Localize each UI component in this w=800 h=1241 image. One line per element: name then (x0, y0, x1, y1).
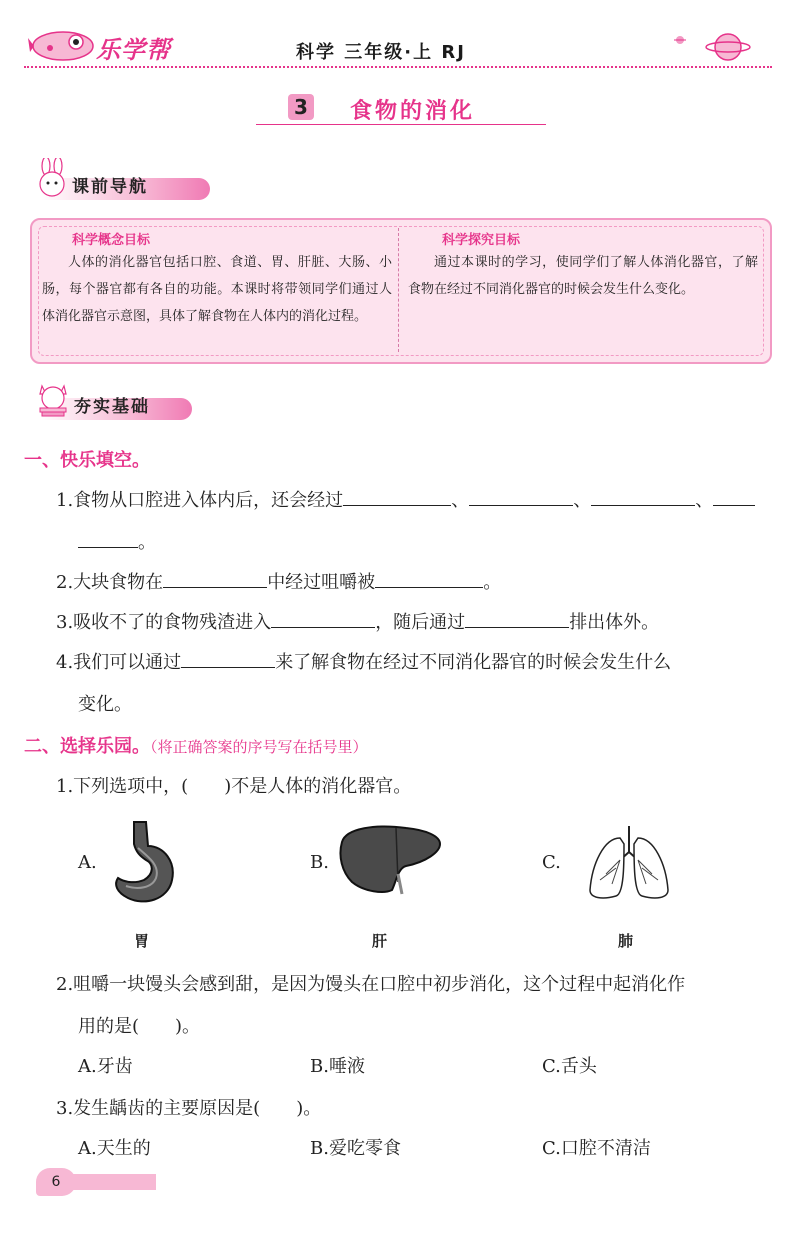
lungs-image (586, 824, 672, 902)
q1-2-text-b: 中经过咀嚼被 (267, 572, 376, 593)
part2-note: （将正确答案的序号写在括号里） (150, 738, 368, 756)
answer-blank[interactable] (469, 487, 573, 506)
question-1-3 (56, 608, 659, 634)
inquiry-goal-heading: 科学探究目标 (442, 233, 521, 248)
question-1-1 (56, 486, 755, 512)
answer-blank[interactable] (465, 609, 569, 628)
brand-logo (28, 24, 98, 64)
goal-divider (398, 228, 399, 352)
separator: 、 (451, 490, 470, 511)
q2-3-option-c[interactable]: C.口腔不清洁 (542, 1138, 651, 1159)
q1-4-text-b: 来了解食物在经过不同消化器官的时候会发生什么 (275, 652, 672, 673)
header-divider (24, 66, 772, 68)
answer-blank[interactable] (375, 569, 483, 588)
q2-3-option-a[interactable]: A.天生的 (78, 1138, 151, 1159)
question-1-4 (56, 648, 671, 674)
q1-3-text-c: 排出体外。 (569, 612, 660, 633)
answer-blank[interactable] (591, 487, 695, 506)
question-1-4-cont: 变化。 (78, 694, 132, 715)
q1-3-text-b: ，随后通过 (375, 612, 466, 633)
answer-blank[interactable] (78, 529, 138, 548)
part2-heading (24, 732, 368, 758)
question-1-1-cont (78, 528, 156, 554)
separator: 、 (573, 490, 592, 511)
answer-blank[interactable] (343, 487, 451, 506)
concept-goal-text: 人体的消化器官包括口腔、食道、胃、肝脏、大肠、小肠，每个器官都有各自的功能。本课时将带领同学们通过人体消化器官示意图，具体了解食物在人体内的消化过程。 (42, 255, 392, 324)
lesson-title: 食物的消化 (350, 99, 476, 124)
question-2-1: 1.下列选项中，( )不是人体的消化器官。 (56, 776, 412, 797)
option-a-letter: A. (78, 852, 97, 873)
answer-blank[interactable] (163, 569, 267, 588)
option-b-letter: B. (310, 852, 329, 873)
q2-3-option-b[interactable]: B.爱吃零食 (310, 1138, 401, 1159)
concept-goal-heading: 科学概念目标 (72, 233, 151, 248)
page-number-bar (66, 1174, 156, 1190)
q1-4-text-a: 4.我们可以通过 (56, 652, 182, 673)
planet-icon (672, 30, 752, 64)
lesson-number: 3 (288, 94, 314, 120)
option-c-letter: C. (542, 852, 561, 873)
brand-name: 乐学帮 (96, 36, 171, 64)
stomach-image (104, 818, 184, 908)
answer-blank[interactable] (271, 609, 375, 628)
answer-blank[interactable] (181, 649, 275, 668)
q2-2-option-a[interactable]: A.牙齿 (78, 1056, 133, 1077)
part2-title: 二、选择乐园。 (24, 736, 150, 757)
q2-2-option-c[interactable]: C.舌头 (542, 1056, 597, 1077)
question-2-2-cont: 用的是( )。 (78, 1016, 201, 1037)
option-a-caption: 胃 (134, 932, 150, 950)
q2-2-option-b[interactable]: B.唾液 (310, 1056, 365, 1077)
cat-mascot-icon (34, 378, 72, 418)
question-1-2 (56, 568, 501, 594)
bunny-mascot-icon (34, 158, 70, 198)
question-2-3: 3.发生龋齿的主要原因是( )。 (56, 1098, 322, 1119)
separator: 、 (695, 490, 714, 511)
part1-heading: 一、快乐填空。 (24, 450, 150, 471)
q1-3-text-a: 3.吸收不了的食物残渣进入 (56, 612, 272, 633)
option-c-caption: 肺 (618, 932, 634, 950)
q1-1-text: 1.食物从口腔进入体内后，还会经过 (56, 490, 344, 511)
q1-1-end: 。 (138, 532, 156, 553)
q1-2-end: 。 (483, 572, 502, 593)
inquiry-goal-text: 通过本课时的学习，使同学们了解人体消化器官，了解食物在经过不同消化器官的时候会发生什么变化。 (408, 255, 758, 297)
question-2-2: 2.咀嚼一块馒头会感到甜，是因为馒头在口腔中初步消化，这个过程中起消化作 (56, 974, 686, 995)
header-subject: 科学 三年级·上 RJ (296, 42, 466, 63)
answer-blank[interactable] (713, 487, 755, 506)
preview-section-label: 课前导航 (72, 177, 148, 197)
basics-section-label: 夯实基础 (74, 397, 150, 417)
liver-image (336, 822, 446, 896)
rocket-mascot-icon (28, 24, 98, 64)
page-number: 6 (36, 1168, 76, 1196)
q1-2-text-a: 2.大块食物在 (56, 572, 164, 593)
option-b-caption: 肝 (372, 932, 388, 950)
